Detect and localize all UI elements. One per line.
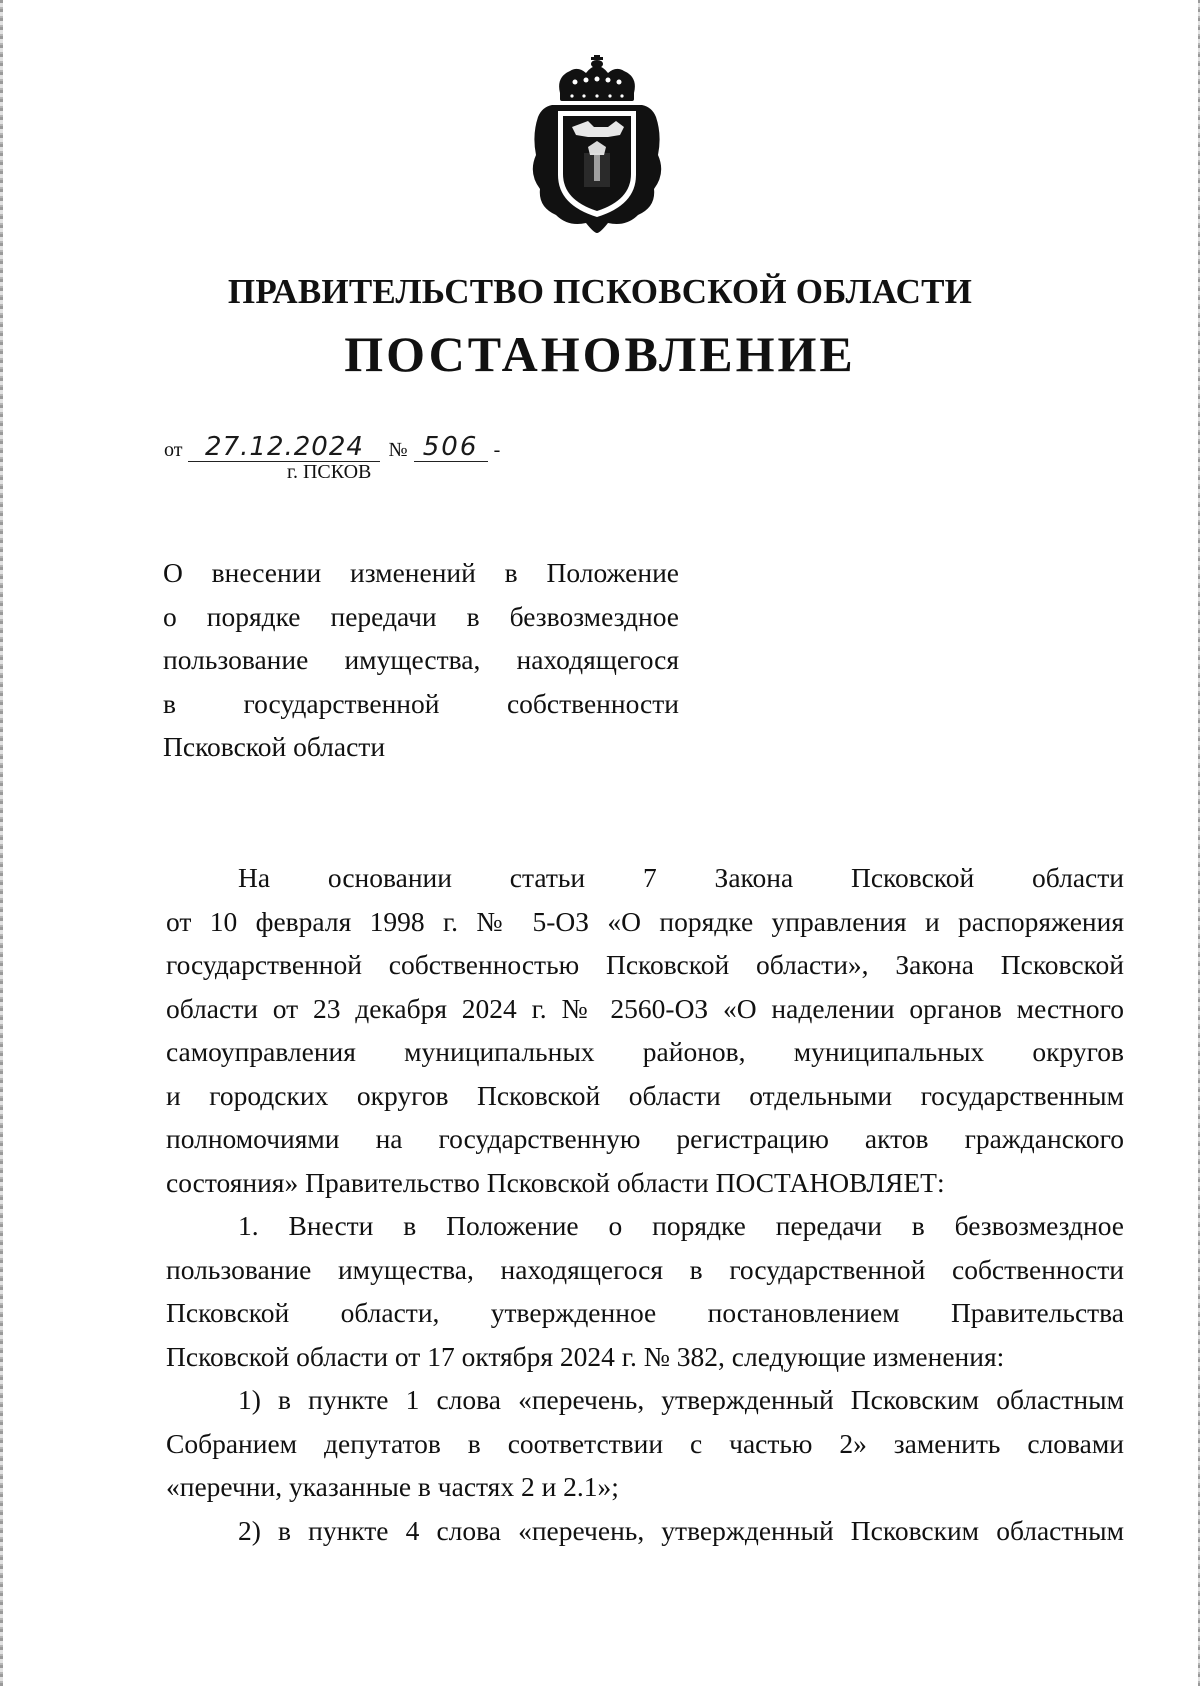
- document-subject: [163, 551, 679, 769]
- number-value: 506: [414, 433, 488, 462]
- body-line: государственной собственностью Псковской области», Закона Псковской: [166, 949, 1124, 980]
- body-line: пользование имущества, находящегося в государственной собственности: [166, 1253, 1124, 1285]
- scan-edge-left: [0, 0, 3, 1686]
- document-type: ПОСТАНОВЛЕНИЕ: [344, 326, 856, 382]
- body-line: области от 23 декабря 2024 г. № 2560-ОЗ «О наделении органов местного: [166, 992, 1124, 1024]
- body-line: полномочиями на государственную регистрацию актов гражданского: [166, 1123, 1124, 1154]
- trailing-mark: -: [493, 439, 501, 461]
- date-number-line: [164, 432, 500, 462]
- body-line: Псковской области, утвержденное постановлением Правительства: [166, 1297, 1124, 1328]
- body-line: Собранием депутатов в соответствии с частью 2» заменить словами: [166, 1427, 1124, 1459]
- date-value: 27.12.2024: [188, 433, 380, 462]
- government-name: ПРАВИТЕЛЬСТВО ПСКОВСКОЙ ОБЛАСТИ: [227, 272, 973, 311]
- subject-line: пользование имущества, находящегося: [163, 644, 679, 675]
- body-line: 2) в пункте 4 слова «перечень, утвержденный Псковским областным: [238, 1514, 1124, 1546]
- pskov-coat-of-arms-icon: [528, 55, 666, 233]
- subject-line: в государственной собственности: [163, 687, 679, 719]
- body-line: Псковской области от 17 октября 2024 г. № 382, следующие изменения:: [166, 1340, 1005, 1372]
- body-line: «перечни, указанные в частях 2 и 2.1»;: [166, 1471, 619, 1502]
- body-line: 1) в пункте 1 слова «перечень, утвержденный Псковским областным: [238, 1384, 1124, 1415]
- date-prefix: от: [164, 439, 183, 461]
- body-line: самоуправления муниципальных районов, муниципальных округов: [166, 1036, 1124, 1067]
- subject-line: Псковской области: [163, 731, 386, 762]
- document-body: [166, 856, 1124, 1552]
- body-line: состояния» Правительство Псковской области ПОСТАНОВЛЯЕТ:: [166, 1166, 945, 1198]
- body-line: На основании статьи 7 Закона Псковской области: [238, 862, 1124, 893]
- body-line: и городских округов Псковской области отдельными государственным: [166, 1079, 1124, 1111]
- subject-line: О внесении изменений в Положение: [163, 557, 679, 588]
- number-prefix: №: [388, 439, 408, 461]
- body-line: от 10 февраля 1998 г. № 5-ОЗ «О порядке управления и распоряжения: [166, 905, 1124, 937]
- body-line: 1. Внести в Положение о порядке передачи в безвозмездное: [238, 1210, 1124, 1241]
- city: г. ПСКОВ: [287, 461, 372, 483]
- subject-line: о порядке передачи в безвозмездное: [163, 600, 679, 632]
